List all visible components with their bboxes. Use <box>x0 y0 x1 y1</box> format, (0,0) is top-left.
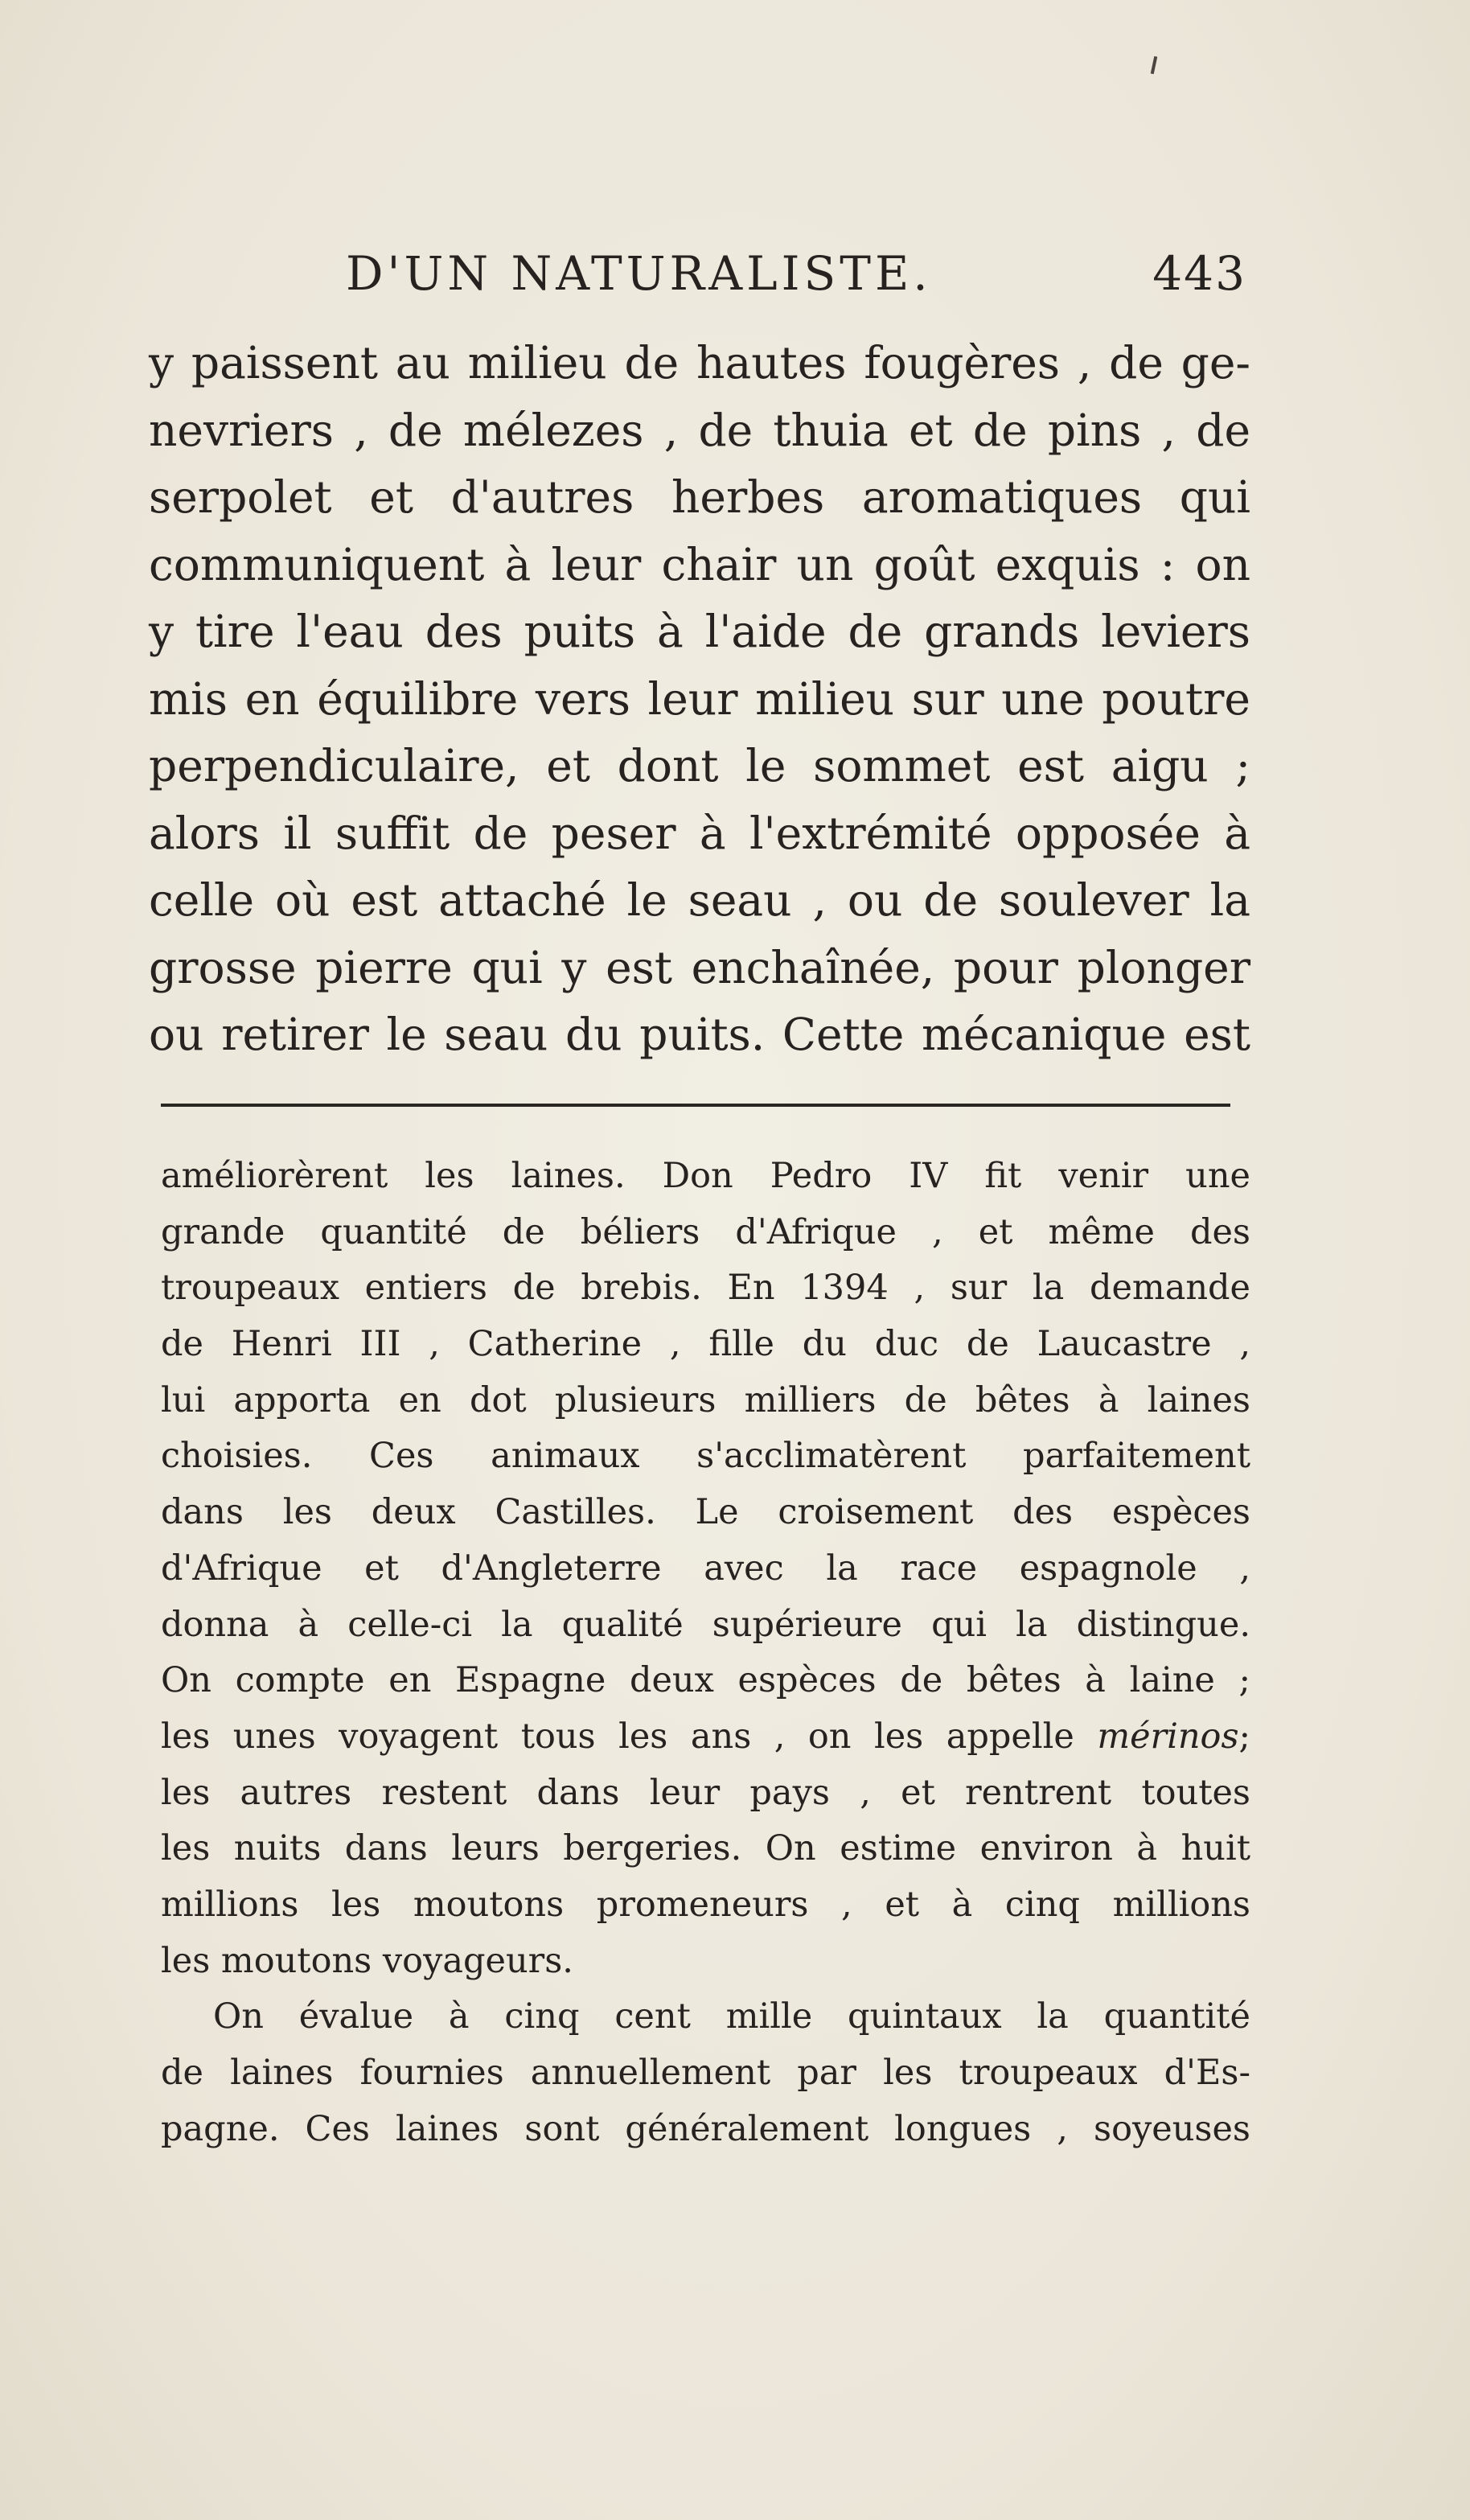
ink-speck <box>1151 56 1157 74</box>
running-title: D'UN NATURALISTE. <box>346 246 932 301</box>
footnote-paragraph-line: de laines fournies annuellement par les troupeaux d'Es- <box>161 2053 1250 2093</box>
running-header <box>346 233 1246 314</box>
footnote-line: choisies. Ces animaux s'acclimatèrent parfaitement <box>161 1436 1250 1477</box>
footnote-line: On compte en Espagne deux espèces de bêtes à laine ; <box>161 1660 1250 1701</box>
footnote <box>161 1149 1250 2157</box>
page-number: 443 <box>1152 246 1246 301</box>
footnote-line: millions les moutons promeneurs , et à cinq millions <box>161 1884 1250 1925</box>
footnote-punct: ; <box>1238 1716 1251 1757</box>
footnote-text: les unes voyagent tous les ans , on les appelle <box>161 1716 1074 1757</box>
footnote-line: grande quantité de béliers d'Afrique , et même des <box>161 1211 1250 1252</box>
footnote-line: améliorèrent les laines. Don Pedro IV fit venir une <box>161 1156 1250 1196</box>
footnote-line: donna à celle-ci la qualité supérieure qui la distingue. <box>161 1604 1250 1645</box>
text-line: serpolet et d'autres herbes aromatiques qui <box>149 471 1250 523</box>
footnote-paragraph-line: pagne. Ces laines sont généralement longues , soyeuses <box>161 2108 1250 2149</box>
text-line: alors il suffit de peser à l'extrémité opposée à <box>149 807 1250 859</box>
text-line: ou retirer le seau du puits. Cette mécanique est <box>149 1009 1250 1060</box>
footnote-rule <box>161 1104 1230 1107</box>
text-line: communiquent à leur chair un goût exquis : on <box>149 538 1250 590</box>
footnote-line: les nuits dans leurs bergeries. On estime environ à huit <box>161 1828 1250 1869</box>
text-line: y tire l'eau des puits à l'aide de grands leviers <box>149 606 1250 657</box>
footnote-paragraph-line: On évalue à cinq cent mille quintaux la quantité <box>213 1996 1250 2037</box>
footnote-line: les moutons voyageurs. <box>161 1940 573 1981</box>
main-text <box>149 330 1250 1069</box>
text-line: perpendiculaire, et dont le sommet est aigu ; <box>149 740 1250 791</box>
footnote-line: dans les deux Castilles. Le croisement des espèces <box>161 1492 1250 1533</box>
text-line: nevriers , de mélezes , de thuia et de pins , de <box>149 404 1250 456</box>
footnote-line: troupeaux entiers de brebis. En 1394 , sur la demande <box>161 1268 1250 1309</box>
footnote-line: de Henri III , Catherine , fille du duc de Laucastre , <box>161 1324 1250 1365</box>
footnote-line: d'Afrique et d'Angleterre avec la race espagnole , <box>161 1548 1250 1589</box>
italic-term-merinos: mérinos <box>1097 1716 1239 1757</box>
footnote-line-merinos <box>161 1709 1250 1766</box>
text-line: y paissent au milieu de hautes fougères , de ge- <box>149 337 1250 388</box>
text-line: mis en équilibre vers leur milieu sur une poutre <box>149 672 1250 725</box>
footnote-line: lui apporta en dot plusieurs milliers de bêtes à laines <box>161 1379 1250 1420</box>
text-line: grosse pierre qui y est enchaînée, pour plonger <box>149 941 1250 993</box>
footnote-line: les autres restent dans leur pays , et rentrent toutes <box>161 1772 1250 1813</box>
text-line: celle où est attaché le seau , ou de soulever la <box>149 874 1250 926</box>
